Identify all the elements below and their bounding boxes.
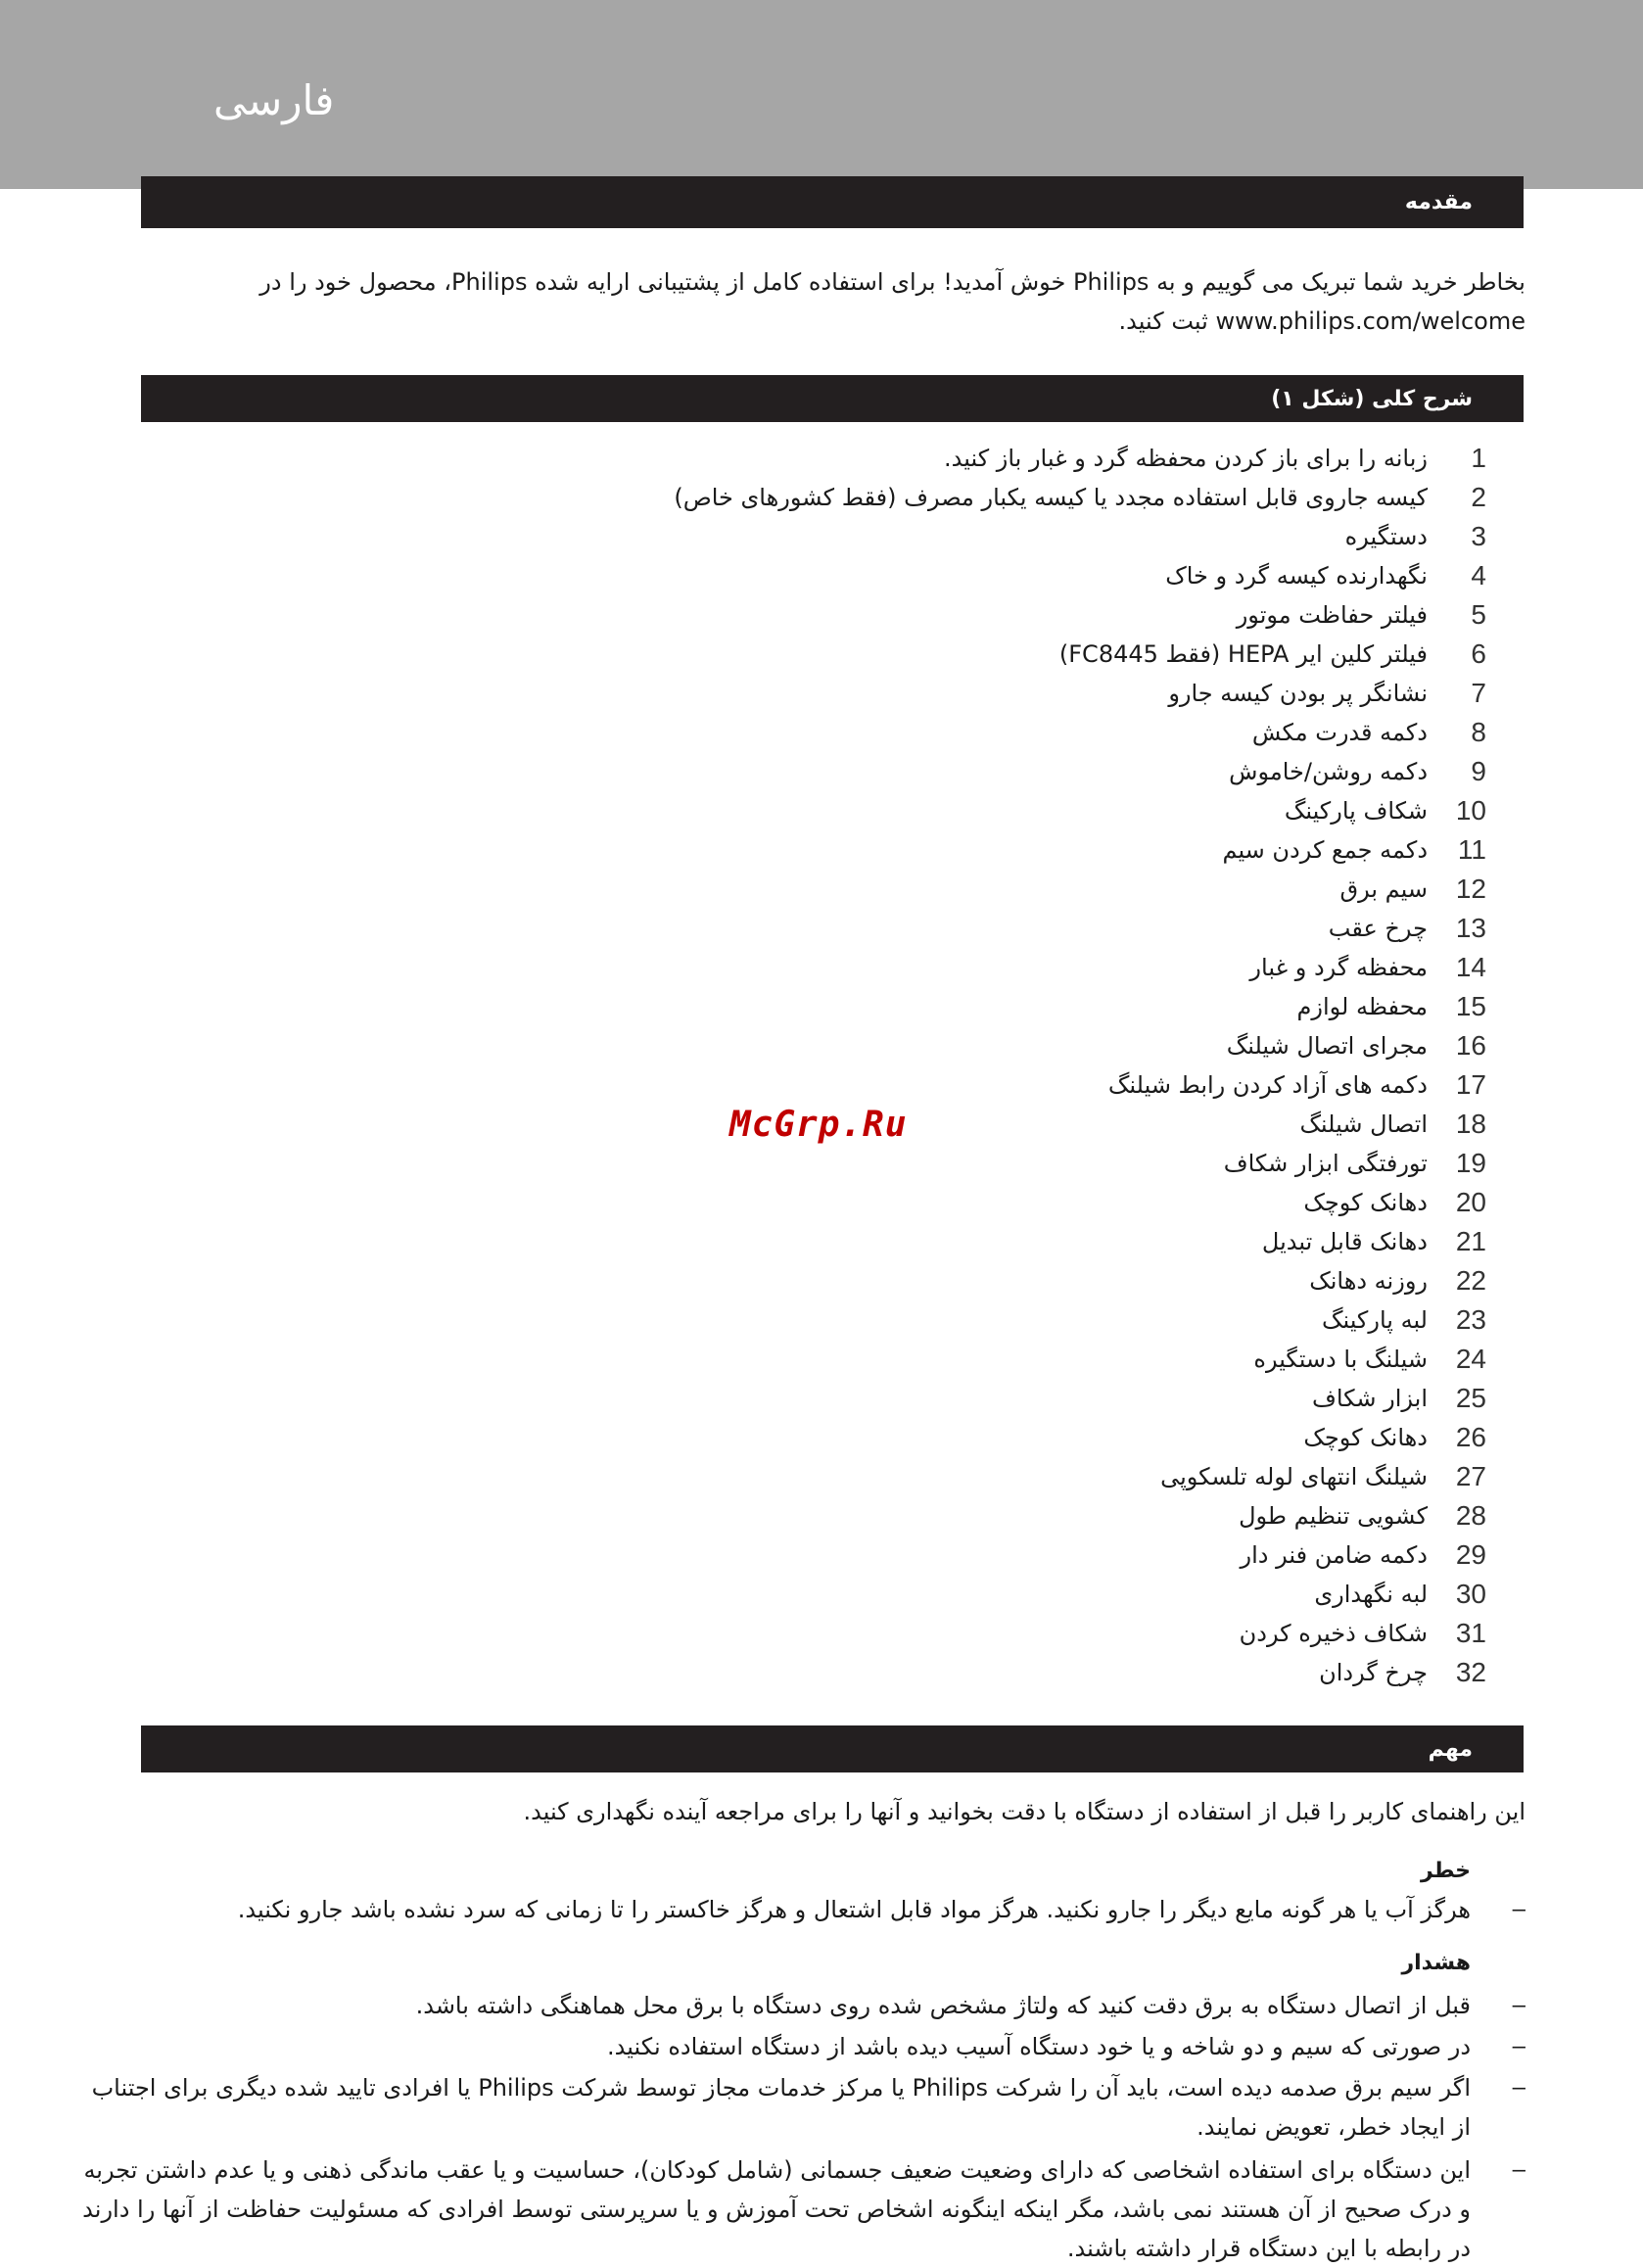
list-item [409,517,1486,556]
item-number: 20 [1455,1187,1486,1217]
item-number: 14 [1455,952,1486,982]
item-number: 1 [1471,443,1486,473]
list-item [409,1379,1486,1418]
bullet-text: اگر سیم برق صدمه دیده است، باید آن را شرکت Philips یا مرکز خدمات مجاز توسط شرکت Philips یا افرادی تایید شده دیگری برای اجتناب از ایجاد خطر، تعویض نمایند. [91,2074,1471,2141]
list-item [409,1536,1486,1575]
item-number: 6 [1471,638,1486,669]
item-label: نشانگر پر بودن کیسه جارو [1168,680,1428,707]
section-header-overview [141,375,1524,422]
list-item [409,478,1486,517]
item-label: سیم برق [1339,875,1428,903]
item-number: 8 [1471,717,1486,747]
item-number: 19 [1455,1148,1486,1178]
list-item [409,1065,1486,1105]
bullet-item [76,2027,1526,2066]
list-item [409,1222,1486,1261]
item-label: فیلتر کلین ایر HEPA (فقط FC8445) [1058,640,1428,668]
section-title: مقدمه [1404,190,1473,214]
bullet-item [76,2150,1526,2268]
bullet-dash: – [1512,2074,1526,2101]
item-label: دهانک قابل تبدیل [1261,1228,1428,1255]
list-item [409,948,1486,987]
item-number: 12 [1455,874,1486,904]
item-number: 16 [1455,1030,1486,1061]
list-item [409,674,1486,713]
item-number: 11 [1457,834,1486,865]
item-number: 17 [1455,1069,1486,1100]
item-label: چرخ گردان [1319,1659,1428,1686]
list-item [409,791,1486,830]
item-label: روزنه دهانک [1309,1267,1428,1295]
item-number: 4 [1471,560,1486,591]
item-label: مجرای اتصال شیلنگ [1226,1032,1428,1060]
item-label: شیلنگ انتهای لوله تلسکوپی [1160,1463,1428,1490]
item-label: نگهدارنده کیسه گرد و خاک [1165,562,1428,590]
item-label: دکمه قدرت مکش [1251,719,1428,746]
item-number: 26 [1455,1422,1486,1452]
item-label: تورفتگی ابزار شکاف [1223,1150,1428,1177]
important-intro: این راهنمای کاربر را قبل از استفاده از دستگاه با دقت بخوانید و آنها را برای مراجعه آینده نگهداری کنید. [523,1798,1526,1825]
item-label: ابزار شکاف [1311,1385,1428,1412]
bullet-text: قبل از اتصال دستگاه به برق دقت کنید که ولتاژ مشخص شده روی دستگاه با برق محل هماهنگی داشته باشد. [415,1992,1471,2019]
item-number: 3 [1471,521,1486,551]
bullet-dash: – [1512,1992,1526,2018]
list-item [409,870,1486,909]
bullet-dash: – [1512,2033,1526,2059]
item-number: 15 [1455,991,1486,1021]
item-label: دستگیره [1344,523,1428,550]
item-number: 23 [1455,1304,1486,1335]
item-label: اتصال شیلنگ [1299,1110,1428,1138]
item-number: 5 [1471,599,1486,630]
intro-paragraph [135,262,1526,341]
list-item [409,635,1486,674]
item-label: لبه نگهداری [1314,1581,1428,1608]
item-label: چرخ عقب [1328,915,1428,942]
item-label: دکمه جمع کردن سیم [1222,836,1428,864]
intro-line-2: www.philips.com/welcome ثبت کنید. [1118,307,1526,335]
item-label: دهانک کوچک [1303,1424,1428,1451]
list-item [409,1653,1486,1692]
list-item [409,752,1486,791]
item-number: 7 [1471,678,1486,708]
item-number: 9 [1471,756,1486,786]
item-number: 18 [1455,1109,1486,1139]
item-number: 2 [1471,482,1486,512]
item-number: 13 [1455,913,1486,943]
list-item [409,1496,1486,1536]
list-item [409,1183,1486,1222]
item-label: زبانه را برای باز کردن محفظه گرد و غبار باز کنید. [943,445,1428,472]
bullet-text: در صورتی که سیم و دو شاخه و یا خود دستگاه آسیب دیده باشد از دستگاه استفاده نکنید. [607,2033,1471,2060]
item-number: 30 [1455,1579,1486,1609]
language-title: فارسی [213,76,335,124]
bullet-text: این دستگاه برای استفاده اشخاصی که دارای وضعیت ضعیف جسمانی (شامل کودکان)، حساسیت و یا عقب ماندگی ذهنی و یا عدم داشتن تجربه و درک صحیح از آن هستند نمی باشد، مگر اینکه اینگونه اشخاص تحت آموزش و یا سرپرستی توسط افرادی که مسئولیت حفاظت از آنها را دارند در رابطه با این دستگاه قرار داشته باشند. [82,2156,1471,2262]
item-number: 28 [1455,1500,1486,1531]
list-item [409,987,1486,1026]
danger-heading: خطر [1421,1859,1471,1883]
item-label: محفظه لوازم [1296,993,1428,1020]
item-label: فیلتر حفاظت موتور [1236,601,1428,629]
list-item [409,1418,1486,1457]
bullet-dash: – [1512,1896,1526,1922]
item-label: دهانک کوچک [1303,1189,1428,1216]
item-label: شکاف ذخیره کردن [1239,1620,1428,1647]
list-item [409,1575,1486,1614]
list-item [409,909,1486,948]
item-number: 29 [1455,1539,1486,1570]
list-item [409,439,1486,478]
list-item [409,713,1486,752]
list-item [409,1614,1486,1653]
item-number: 25 [1455,1383,1486,1413]
list-item [409,1261,1486,1300]
item-label: دکمه های آزاد کردن رابط شیلنگ [1107,1071,1428,1099]
section-title: شرح کلی (شکل ۱) [1271,386,1473,411]
item-label: محفظه گرد و غبار [1249,954,1428,981]
item-label: دکمه روشن/خاموش [1229,758,1428,785]
item-number: 24 [1455,1344,1486,1374]
item-label: کیسه جاروی قابل استفاده مجدد یا کیسه یکبار مصرف (فقط کشورهای خاص) [674,484,1428,511]
bullet-item [76,2068,1526,2147]
item-number: 27 [1455,1461,1486,1491]
list-item [409,556,1486,595]
list-item [409,1457,1486,1496]
item-number: 21 [1455,1226,1486,1256]
item-label: دکمه ضامن فنر دار [1240,1541,1428,1569]
item-label: لبه پارکینگ [1321,1306,1428,1334]
bullet-dash: – [1512,2156,1526,2183]
section-header-intro [141,176,1524,228]
list-item [409,1026,1486,1065]
item-number: 32 [1455,1657,1486,1687]
list-item [409,1144,1486,1183]
item-label: کشویی تنظیم طول [1239,1502,1428,1530]
list-item [409,1340,1486,1379]
warning-heading: هشدار [1401,1951,1471,1975]
intro-line-1: بخاطر خرید شما تبریک می گوییم و به Philips خوش آمدید! برای استفاده کامل از پشتیبانی ارایه شده Philips، محصول خود را در [259,268,1526,296]
list-item [409,1300,1486,1340]
item-label: شکاف پارکینگ [1284,797,1428,825]
list-item [409,1105,1486,1144]
item-number: 10 [1455,795,1486,826]
list-item [409,595,1486,635]
bullet-item [76,1986,1526,2025]
watermark: McGrp.Ru [729,1105,908,1145]
bullet-text: هرگز آب یا هر گونه مایع دیگر را جارو نکنید. هرگز مواد قابل اشتعال و هرگز خاکستر را تا زمانی که سرد نشده باشد جارو نکنید. [237,1896,1471,1923]
item-number: 22 [1455,1265,1486,1296]
list-item [409,830,1486,870]
bullet-item [76,1890,1526,1929]
header-band [0,0,1643,189]
overview-list [409,439,1486,1692]
item-label: شیلنگ با دستگیره [1253,1346,1428,1373]
item-number: 31 [1455,1618,1486,1648]
section-title: مهم [1428,1736,1473,1762]
section-header-important [141,1725,1524,1772]
